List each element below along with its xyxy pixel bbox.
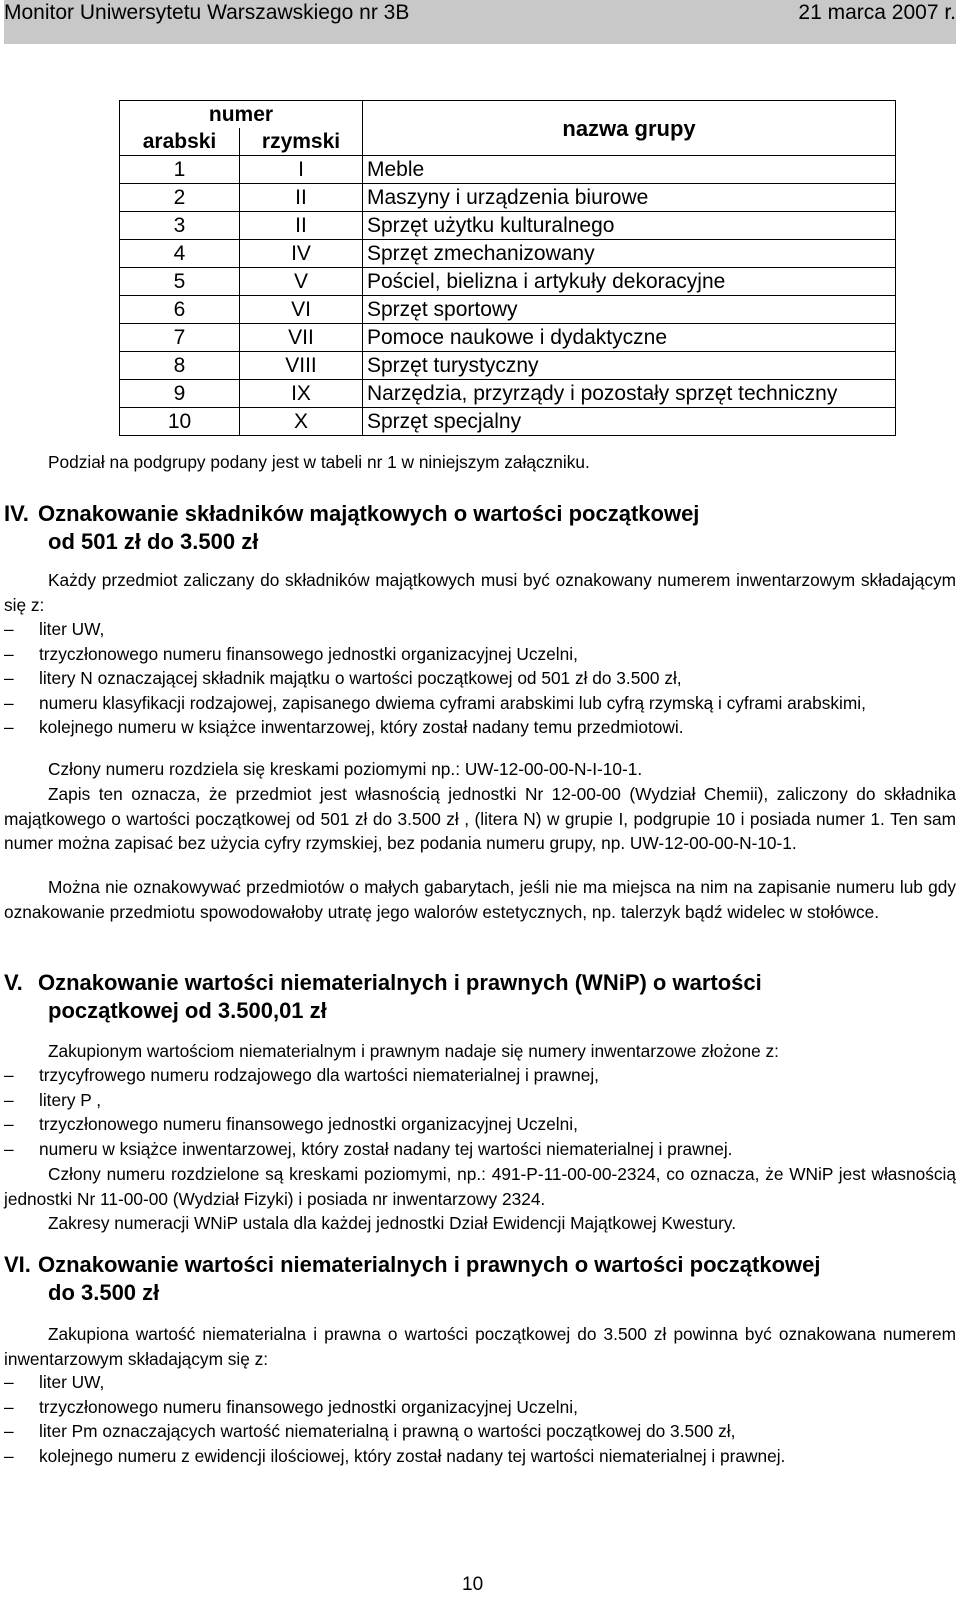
table-row [120, 324, 896, 352]
list-item [4, 1137, 956, 1162]
table-row [120, 156, 896, 184]
page-number: 10 [462, 1574, 484, 1595]
cell-arabic: 10 [120, 408, 240, 436]
running-header [4, 0, 956, 44]
cell-group-name: Narzędzia, przyrządy i pozostały sprzęt techniczny [363, 380, 896, 408]
cell-roman: I [240, 156, 363, 184]
section-title-line1: Oznakowanie wartości niematerialnych i prawnych (WNiP) o wartości [38, 970, 762, 995]
cell-group-name: Sprzęt użytku kulturalnego [363, 212, 896, 240]
table-header-arabski: arabski [120, 128, 240, 156]
section-title-line1: Oznakowanie wartości niematerialnych i prawnych o wartości początkowej [38, 1252, 821, 1277]
cell-arabic: 9 [120, 380, 240, 408]
cell-group-name: Sprzęt specjalny [363, 408, 896, 436]
subgroups-note: Podział na podgrupy podany jest w tabeli nr 1 w niniejszym załączniku. [48, 452, 590, 472]
list-item [4, 642, 956, 667]
table-header-numer: numer [120, 101, 363, 129]
cell-arabic: 2 [120, 184, 240, 212]
section-iv-p2: Zapis ten oznacza, że przedmiot jest własnością jednostki Nr 12-00-00 (Wydział Chemii), zaliczony do składnika majątkowego o wartości początkowej od 501 zł do 3.500 zł , (litera N) w grupie I, podgrupie 10 i posiada numer 1. Ten sam numer można zapisać bez użycia cyfry rzymskiej, bez podania numeru grupy, np. UW-12-00-00-N-10-1. [4, 784, 956, 853]
cell-roman: V [240, 268, 363, 296]
cell-roman: VIII [240, 352, 363, 380]
section-iv-p3: Można nie oznakowywać przedmiotów o małych gabarytach, jeśli nie ma miejsca na nim na zapisanie numeru lub gdy oznakowanie przedmiotu spowodowałoby utratę jego walorów estetycznych, np. talerzyk bądź widelec w stołówce. [4, 877, 956, 922]
section-iv-list [4, 617, 956, 740]
list-item-text: litery P , [39, 1089, 102, 1110]
list-item [4, 666, 956, 691]
section-vi-heading [4, 1251, 934, 1307]
cell-group-name: Maszyny i urządzenia biurowe [363, 184, 896, 212]
list-item-text: kolejnego numeru z ewidencji ilościowej, który został nadany tej wartości niematerialnej i prawnej. [39, 1445, 786, 1466]
dash-bullet: – [4, 1114, 14, 1134]
section-number: IV. [4, 501, 29, 526]
section-title-line2: do 3.500 zł [48, 1280, 160, 1305]
dash-bullet: – [4, 692, 14, 713]
section-v-p2: Zakresy numeracji WNiP ustala dla każdej jednostki Dział Ewidencji Majątkowej Kwestury. [48, 1213, 736, 1233]
cell-arabic: 1 [120, 156, 240, 184]
section-iv-heading [4, 500, 934, 556]
table-row [120, 240, 896, 268]
dash-bullet: – [4, 668, 14, 688]
list-item-text: trzyczłonowego numeru finansowego jednostki organizacyjnej Uczelni, [39, 1396, 578, 1417]
section-v-p1: Człony numeru rozdzielone są kreskami poziomymi, np.: 491-P-11-00-00-2324, co oznacza, że WNiP jest własnością jednostki Nr 11-00-00 (Wydział Fizyki) i posiada nr inwentarzowy 2324. [4, 1164, 956, 1209]
cell-roman: II [240, 212, 363, 240]
table-row [120, 212, 896, 240]
dash-bullet: – [4, 1138, 14, 1159]
dash-bullet: – [4, 1372, 14, 1392]
section-title-line2: od 501 zł do 3.500 zł [48, 529, 259, 554]
list-item [4, 617, 956, 642]
table-row [120, 296, 896, 324]
list-item [4, 691, 956, 716]
list-item-text: trzycyfrowego numeru rodzajowego dla wartości niematerialnej i prawnej, [39, 1065, 599, 1085]
section-title-line1: Oznakowanie składników majątkowych o wartości początkowej [38, 501, 700, 526]
cell-arabic: 8 [120, 352, 240, 380]
list-item [4, 1419, 956, 1444]
list-item [4, 1370, 956, 1395]
section-number: VI. [4, 1252, 31, 1277]
list-item [4, 1395, 956, 1420]
table-row [120, 268, 896, 296]
dash-bullet: – [4, 1089, 14, 1110]
list-item-text: liter UW, [39, 619, 105, 639]
header-date: 21 marca 2007 r. [798, 1, 956, 24]
list-item-text: trzyczłonowego numeru finansowego jednostki organizacyjnej Uczelni, [39, 1114, 578, 1134]
dash-bullet: – [4, 619, 14, 639]
dash-bullet: – [4, 717, 14, 737]
cell-group-name: Pomoce naukowe i dydaktyczne [363, 324, 896, 352]
table-row [120, 408, 896, 436]
section-title-line2: początkowej od 3.500,01 zł [48, 998, 327, 1023]
section-number: V. [4, 970, 23, 995]
list-item-text: kolejnego numeru w książce inwentarzowej, który został nadany temu przedmiotowi. [39, 717, 684, 737]
section-v-list [4, 1063, 956, 1161]
list-item-text: numeru klasyfikacji rodzajowej, zapisanego dwiema cyframi arabskimi lub cyfrą rzymską i cyframi arabskimi, [39, 692, 866, 713]
cell-group-name: Meble [363, 156, 896, 184]
cell-arabic: 7 [120, 324, 240, 352]
table-header-rzymski: rzymski [240, 128, 363, 156]
list-item-text: litery N oznaczającej składnik majątku o wartości początkowej od 501 zł do 3.500 zł, [39, 668, 682, 688]
cell-arabic: 3 [120, 212, 240, 240]
cell-roman: II [240, 184, 363, 212]
cell-group-name: Sprzęt sportowy [363, 296, 896, 324]
list-item [4, 1444, 956, 1469]
header-publication-title: Monitor Uniwersytetu Warszawskiego nr 3B [4, 1, 410, 24]
dash-bullet: – [4, 1421, 14, 1441]
list-item-text: numeru w książce inwentarzowej, który został nadany tej wartości niematerialnej i prawnej. [39, 1138, 733, 1159]
section-iv-intro: Każdy przedmiot zaliczany do składników majątkowych musi być oznakowany numerem inwentarzowym składającym się z: [4, 570, 956, 615]
table-header-nazwa: nazwa grupy [363, 101, 896, 156]
table-row [120, 352, 896, 380]
section-iv-p1: Człony numeru rozdziela się kreskami poziomymi np.: UW-12-00-00-N-I-10-1. [48, 759, 643, 779]
cell-roman: X [240, 408, 363, 436]
list-item-text: liter UW, [39, 1372, 105, 1392]
list-item [4, 715, 956, 740]
list-item [4, 1063, 956, 1088]
list-item [4, 1112, 956, 1137]
cell-roman: IV [240, 240, 363, 268]
dash-bullet: – [4, 1445, 14, 1466]
cell-roman: VII [240, 324, 363, 352]
cell-group-name: Sprzęt turystyczny [363, 352, 896, 380]
cell-arabic: 5 [120, 268, 240, 296]
section-vi-intro: Zakupiona wartość niematerialna i prawna o wartości początkowej do 3.500 zł powinna być oznakowana numerem inwentarzowym składającym się z: [4, 1324, 956, 1369]
list-item [4, 1088, 956, 1113]
cell-roman: IX [240, 380, 363, 408]
list-item-text: liter Pm oznaczających wartość niematerialną i prawną o wartości początkowej do 3.500 zł, [39, 1421, 736, 1441]
table-row [120, 380, 896, 408]
cell-arabic: 6 [120, 296, 240, 324]
cell-roman: VI [240, 296, 363, 324]
cell-group-name: Sprzęt zmechanizowany [363, 240, 896, 268]
cell-arabic: 4 [120, 240, 240, 268]
dash-bullet: – [4, 1065, 14, 1085]
list-item-text: trzyczłonowego numeru finansowego jednostki organizacyjnej Uczelni, [39, 643, 578, 664]
dash-bullet: – [4, 1396, 14, 1417]
asset-groups-table [119, 100, 896, 436]
section-vi-list [4, 1370, 956, 1468]
section-v-intro: Zakupionym wartościom niematerialnym i prawnym nadaje się numery inwentarzowe złożone z: [48, 1041, 779, 1061]
section-v-heading [4, 969, 934, 1025]
table-row [120, 184, 896, 212]
dash-bullet: – [4, 643, 14, 664]
cell-group-name: Pościel, bielizna i artykuły dekoracyjne [363, 268, 896, 296]
